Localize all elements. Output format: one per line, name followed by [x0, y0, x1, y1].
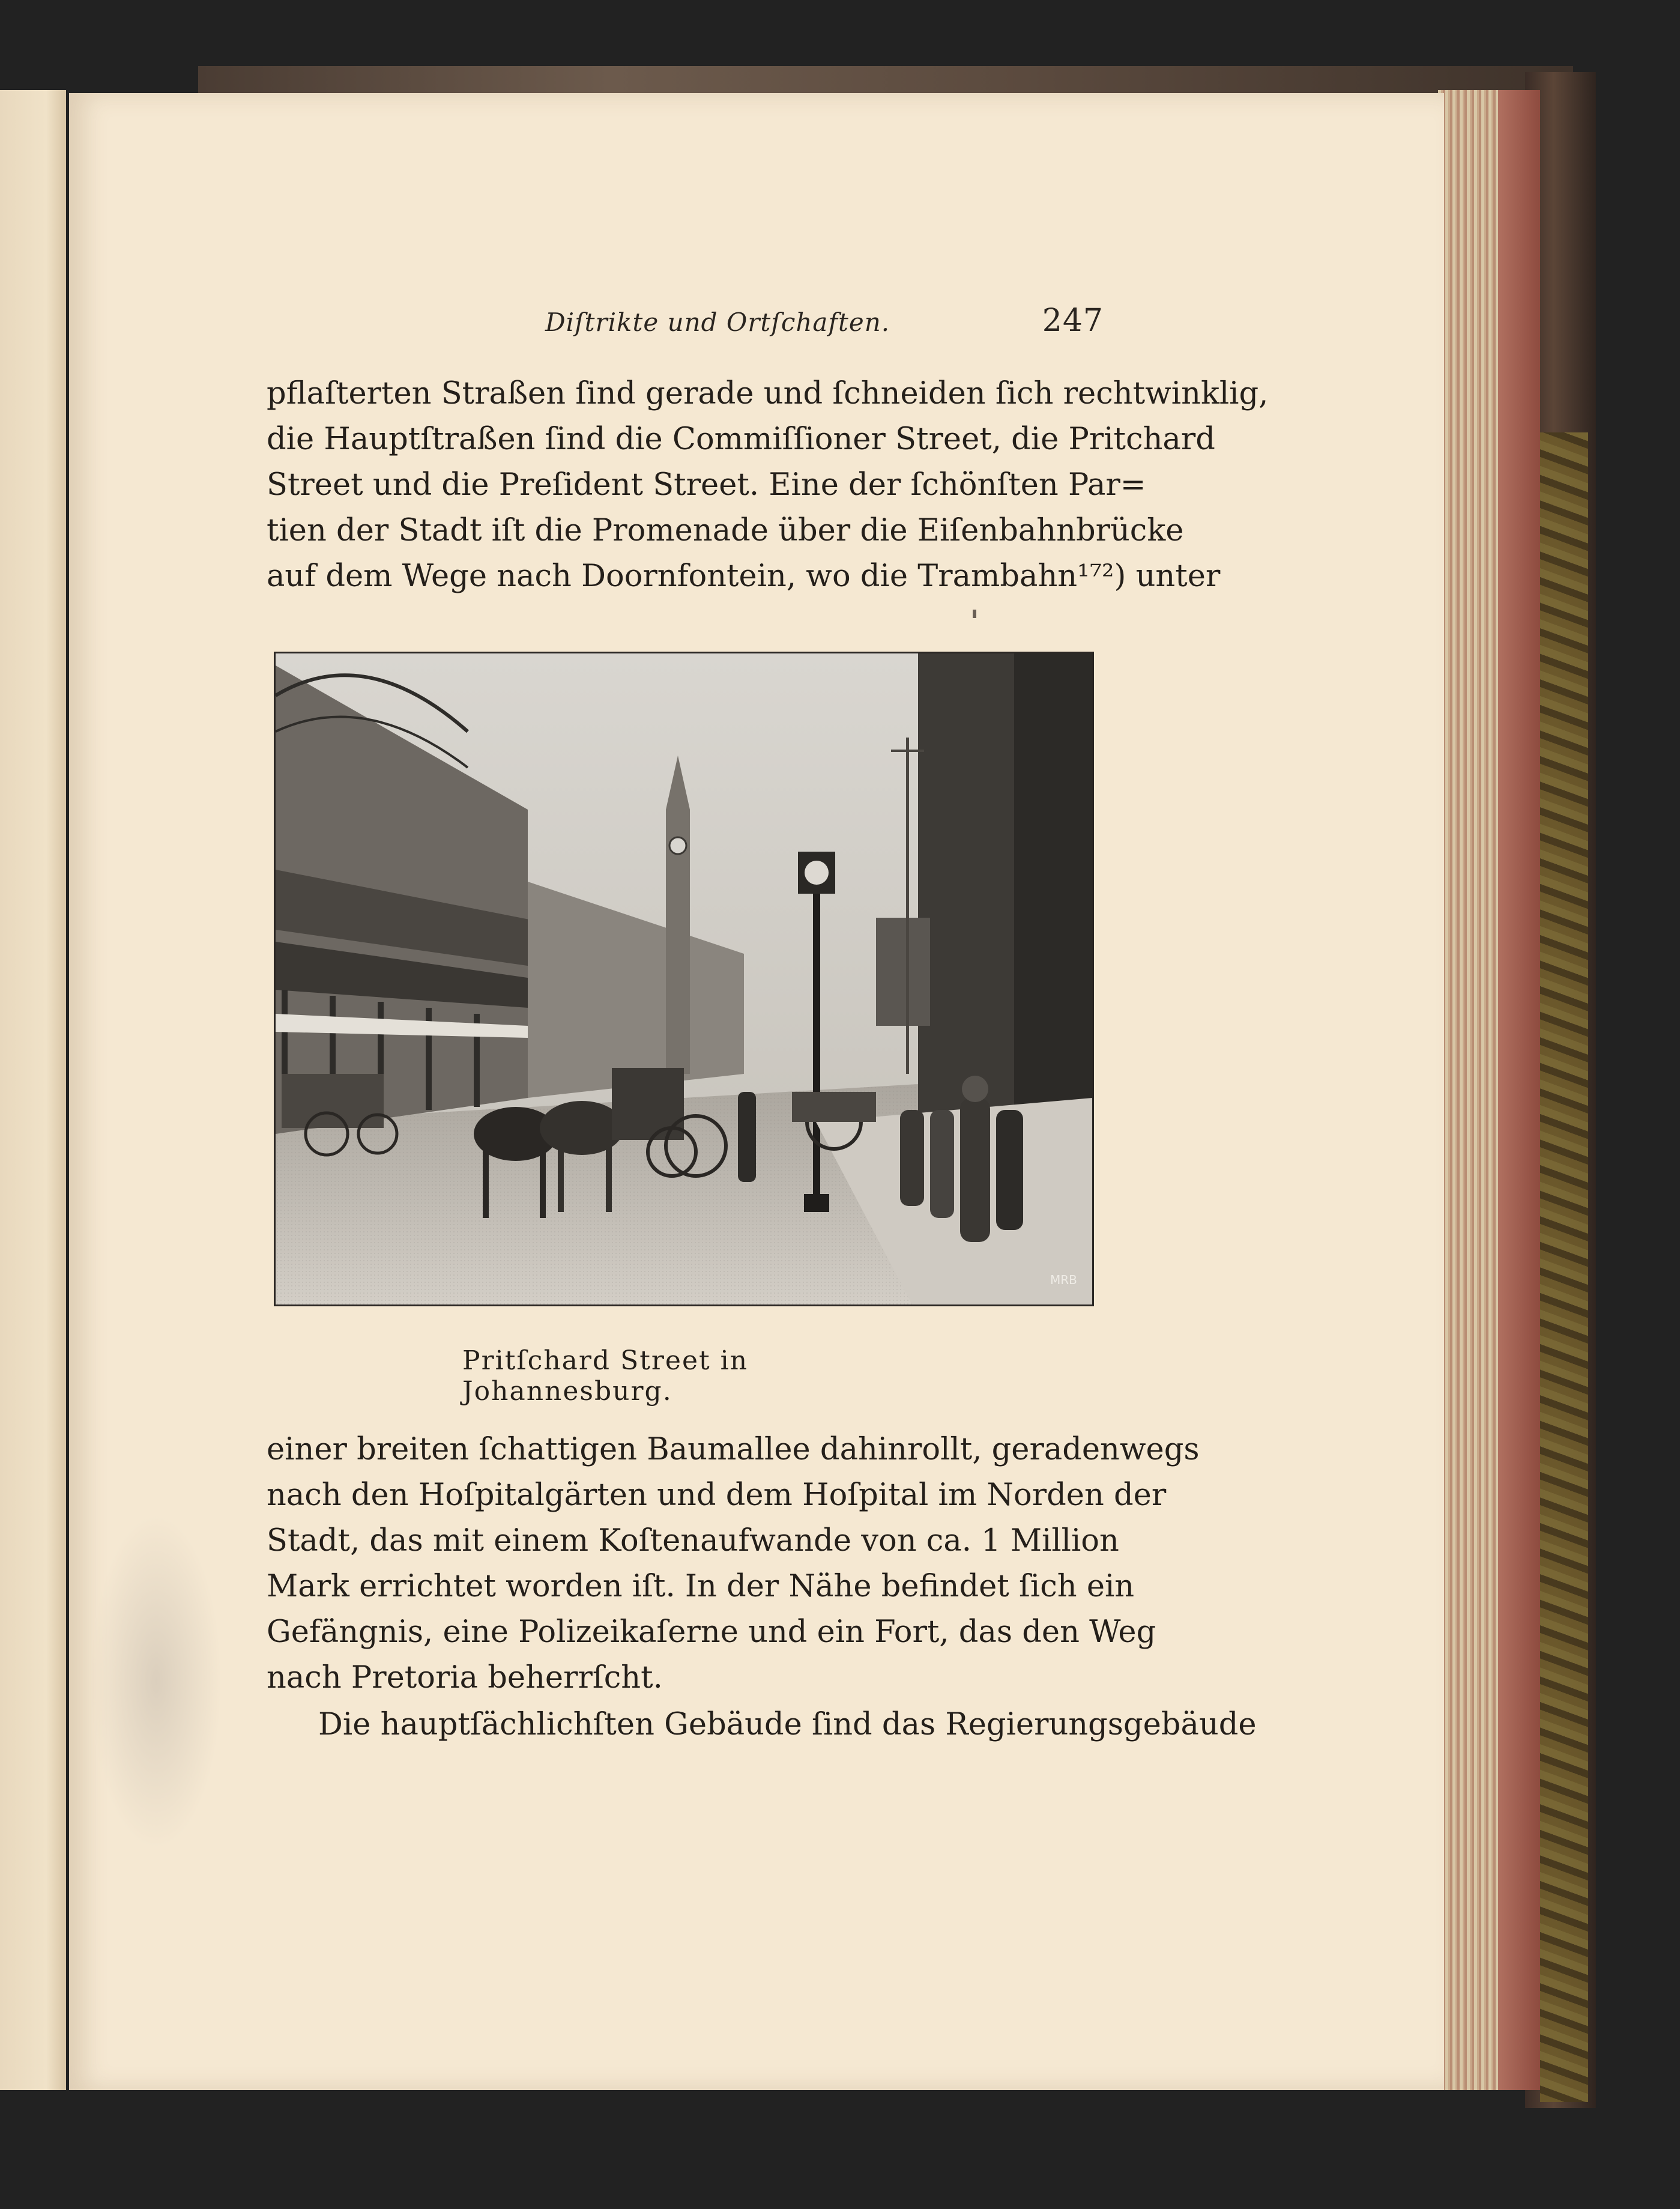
text-line: Gefängnis, eine Polizeikaſerne und ein Fort, das den Weg [267, 1614, 1156, 1650]
text-line: tien der Stadt iſt die Promenade über die Eiſenbahnbrücke [267, 513, 1184, 548]
paragraph-2 [267, 1427, 1200, 1701]
left-page-edge [0, 90, 66, 2090]
figure-caption: Pritſchard Street in Johannesburg. [462, 1345, 749, 1407]
marbled-spine [1540, 432, 1588, 2102]
running-head [545, 303, 1116, 344]
page-number: 247 [1042, 303, 1104, 339]
book-cover-top [198, 66, 1573, 95]
text-line: pflaſterten Straßen ſind gerade und ſchneiden ſich rechtwinklig, [267, 376, 1269, 411]
text-line: nach den Hoſpitalgärten und dem Hoſpital im Norden der [267, 1477, 1167, 1513]
text-line: Stadt, das mit einem Koſtenaufwande von ca. 1 Million [267, 1523, 1119, 1559]
street-photograph [274, 652, 1094, 1306]
photo-illustration [276, 653, 1092, 1304]
ink-mark [973, 610, 976, 618]
running-head-title: Diſtrikte und Ortſchaften. [545, 308, 890, 337]
paragraph-3 [318, 1702, 1257, 1748]
text-line: die Hauptſtraßen ſind die Commiſſioner Street, die Pritchard [267, 422, 1215, 457]
text-line: auf dem Wege nach Doornfontein, wo die Trambahn¹⁷²) unter [267, 559, 1221, 594]
text-line: einer breiten ſchattigen Baumallee dahinrollt, geradenwegs [267, 1432, 1200, 1467]
text-line: Street und die Preſident Street. Eine der ſchönſten Par= [267, 467, 1146, 503]
text-line: Die hauptſächlichſten Gebäude ſind das Regierungsgebäude [318, 1707, 1257, 1742]
page-edges [1438, 90, 1540, 2090]
text-line: nach Pretoria beherrſcht. [267, 1660, 663, 1695]
paragraph-1 [267, 371, 1269, 599]
page-stain [90, 1514, 222, 1850]
photo-signature: MRB [1050, 1273, 1077, 1287]
text-line: Mark errichtet worden iſt. In der Nähe befindet ſich ein [267, 1569, 1135, 1604]
